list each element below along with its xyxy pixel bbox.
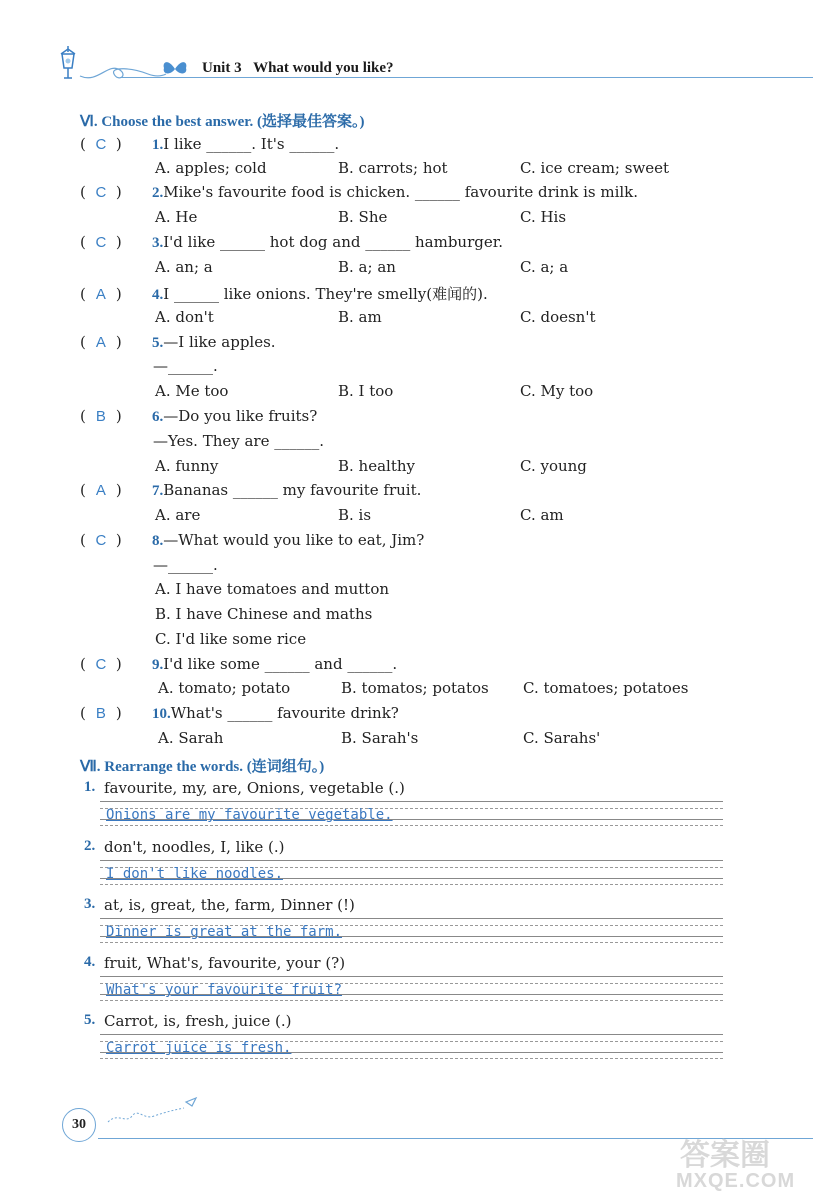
option-a: A. are [155, 506, 201, 524]
answer-letter: C [95, 234, 107, 251]
writing-line [100, 1000, 723, 1001]
answer-bracket: ( A ) [80, 481, 122, 499]
unit-title: What would you like? [253, 60, 394, 76]
page-number: 30 [62, 1108, 96, 1142]
question-stem: I ______ like onions. They're smelly(难闻的). [163, 285, 488, 303]
swirl-decoration-icon [78, 58, 168, 84]
option-c: C. doesn't [520, 308, 596, 326]
option-a: A. Me too [155, 382, 229, 400]
question-stem: I'd like some ______ and ______. [163, 655, 398, 673]
header-title [202, 60, 402, 77]
rearrange-number: 5. [84, 1012, 96, 1028]
option-c: C. a; a [520, 258, 569, 276]
writing-line [100, 860, 723, 861]
question-number: 2. [152, 185, 164, 201]
option-c: C. young [520, 457, 587, 475]
handwritten-answer: Onions are my favourite vegetable. [106, 807, 393, 823]
option-c: C. I'd like some rice [155, 630, 307, 648]
option-b: B. tomatos; potatos [341, 679, 489, 697]
rearrange-number: 1. [84, 779, 96, 795]
question-row [80, 333, 276, 352]
question-number: 5. [152, 335, 164, 351]
option-b: B. She [338, 208, 388, 226]
option-c: C. tomatoes; potatoes [523, 679, 689, 697]
question-number: 9. [152, 657, 164, 673]
option-a: A. apples; cold [155, 159, 267, 177]
answer-bracket: ( B ) [80, 407, 122, 425]
footer-bird-icon [104, 1094, 204, 1128]
option-c: C. His [520, 208, 567, 226]
question-number: 10. [152, 706, 171, 722]
option-b: B. carrots; hot [338, 159, 448, 177]
header-rule [120, 77, 813, 78]
option-c: C. am [520, 506, 564, 524]
option-b: B. I have Chinese and maths [155, 605, 373, 623]
option-b: B. is [338, 506, 372, 524]
writing-line [100, 801, 723, 802]
question-stem: —I like apples. [163, 333, 276, 351]
answer-letter: A [95, 286, 106, 303]
question-number: 7. [152, 483, 164, 499]
answer-letter: A [95, 482, 106, 499]
writing-line [100, 1058, 723, 1059]
question-row [80, 135, 339, 154]
handwritten-answer: Dinner is great at the farm. [106, 924, 343, 940]
rearrange-words: fruit, What's, favourite, your (?) [104, 954, 346, 972]
question-stem-line2: —______. [153, 556, 218, 574]
answer-bracket: ( C ) [80, 531, 122, 549]
option-a: A. don't [155, 308, 214, 326]
writing-line [100, 825, 723, 826]
rearrange-words: don't, noodles, I, like (.) [104, 838, 285, 856]
option-c: C. ice cream; sweet [520, 159, 670, 177]
watermark-text: 答案圈 [680, 1139, 770, 1172]
question-row [80, 531, 424, 550]
answer-letter: C [95, 656, 107, 673]
rearrange-words: at, is, great, the, farm, Dinner (!) [104, 896, 355, 914]
option-a: A. Sarah [158, 729, 224, 747]
question-stem: —What would you like to eat, Jim? [163, 531, 425, 549]
answer-bracket: ( C ) [80, 233, 122, 251]
rearrange-number: 3. [84, 896, 96, 912]
option-b: B. I too [338, 382, 394, 400]
rearrange-words: favourite, my, are, Onions, vegetable (.) [104, 779, 405, 797]
question-stem: I'd like ______ hot dog and ______ hamburger. [163, 233, 504, 251]
writing-line [100, 1034, 723, 1035]
handwritten-answer: I don't like noodles. [106, 866, 284, 882]
question-row [80, 704, 399, 723]
option-a: A. tomato; potato [158, 679, 291, 697]
question-stem-line2: —Yes. They are ______. [153, 432, 325, 450]
option-b: B. a; an [338, 258, 396, 276]
unit-label: Unit 3 [202, 60, 242, 76]
answer-bracket: ( C ) [80, 183, 122, 201]
answer-bracket: ( C ) [80, 655, 122, 673]
question-row [80, 407, 317, 426]
option-a: A. funny [155, 457, 219, 475]
answer-letter: C [95, 184, 107, 201]
answer-bracket: ( C ) [80, 135, 122, 153]
answer-letter: C [95, 136, 107, 153]
option-a: A. I have tomatoes and mutton [155, 580, 390, 598]
question-stem: I like ______. It's ______. [163, 135, 340, 153]
section-7-title: Ⅶ. Rearrange the words. (连词组句。) [80, 759, 325, 775]
rearrange-number: 2. [84, 838, 96, 854]
option-a: A. He [155, 208, 198, 226]
question-number: 4. [152, 287, 164, 303]
question-row [80, 283, 488, 304]
watermark-url: MXQE.COM [676, 1170, 796, 1192]
handwritten-answer: Carrot juice is fresh. [106, 1040, 292, 1056]
writing-line [100, 884, 723, 885]
writing-line [100, 976, 723, 977]
question-number: 6. [152, 409, 164, 425]
question-stem: Mike's favourite food is chicken. ______ favourite drink is milk. [163, 183, 639, 201]
answer-bracket: ( A ) [80, 333, 122, 351]
question-stem: —Do you like fruits? [163, 407, 318, 425]
option-c: C. Sarahs' [523, 729, 601, 747]
rearrange-words: Carrot, is, fresh, juice (.) [104, 1012, 292, 1030]
question-number: 1. [152, 137, 164, 153]
option-b: B. healthy [338, 457, 415, 475]
question-stem-line2: —______. [153, 357, 218, 375]
handwritten-answer: What's your favourite fruit? [106, 982, 343, 998]
answer-letter: A [95, 334, 106, 351]
answer-bracket: ( B ) [80, 704, 122, 722]
answer-letter: B [95, 705, 106, 722]
question-row [80, 183, 638, 202]
answer-bracket: ( A ) [80, 285, 122, 303]
option-b: B. am [338, 308, 382, 326]
option-a: A. an; a [155, 258, 213, 276]
question-row [80, 655, 397, 674]
option-c: C. My too [520, 382, 594, 400]
rearrange-number: 4. [84, 954, 96, 970]
question-stem: Bananas ______ my favourite fruit. [163, 481, 422, 499]
question-row [80, 233, 503, 252]
writing-line [100, 918, 723, 919]
writing-line [100, 942, 723, 943]
question-row [80, 481, 421, 500]
answer-letter: B [95, 408, 106, 425]
question-stem: What's ______ favourite drink? [170, 704, 399, 722]
section-6-title: Ⅵ. Choose the best answer. (选择最佳答案。) [80, 114, 365, 130]
lamp-icon [56, 44, 80, 86]
option-b: B. Sarah's [341, 729, 419, 747]
answer-letter: C [95, 532, 107, 549]
question-number: 3. [152, 235, 164, 251]
question-number: 8. [152, 533, 164, 549]
